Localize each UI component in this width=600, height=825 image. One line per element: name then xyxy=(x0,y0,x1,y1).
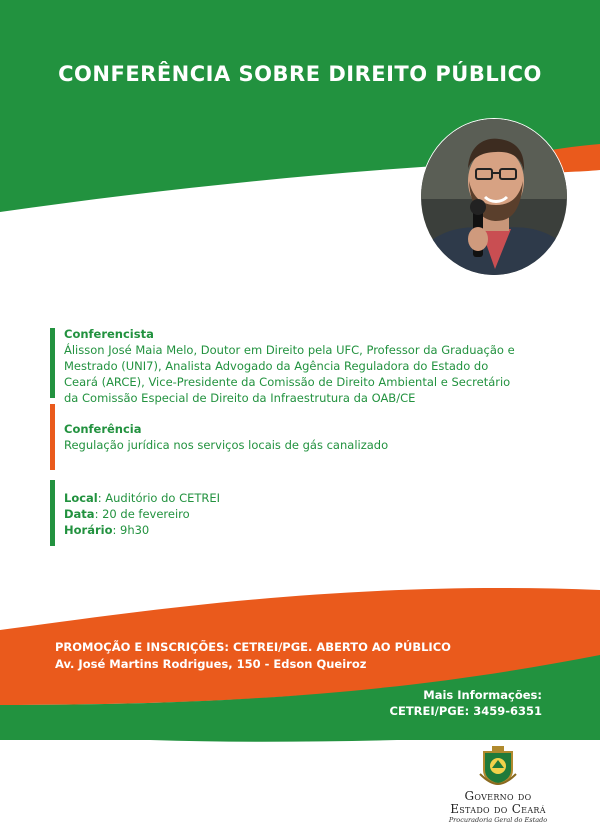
local-label: Local xyxy=(64,491,98,505)
date-line xyxy=(64,506,520,522)
speaker-section xyxy=(50,326,520,406)
logo-line3: Procuradoria Geral do Estado xyxy=(448,816,548,824)
talk-section xyxy=(50,421,520,453)
phone-text: CETREI/PGE: 3459-6351 xyxy=(389,704,542,718)
contact-block xyxy=(390,687,542,719)
details-section xyxy=(50,490,520,538)
speaker-photo xyxy=(420,118,568,276)
state-seal-icon xyxy=(478,744,518,786)
talk-title: Regulação jurídica nos serviços locais de gás canalizado xyxy=(64,438,389,452)
logo-line2: Estado do Ceará xyxy=(450,802,546,816)
logo-line1: Governo do xyxy=(464,789,532,803)
speaker-label: Conferencista xyxy=(64,327,154,341)
time-label: Horário xyxy=(64,523,113,537)
talk-label: Conferência xyxy=(64,422,142,436)
time-value: : 9h30 xyxy=(112,523,150,537)
government-logo xyxy=(438,744,558,824)
promo-block xyxy=(55,639,451,673)
time-line xyxy=(64,522,520,538)
date-value: : 20 de fevereiro xyxy=(94,507,190,521)
more-info-label: Mais Informações: xyxy=(423,688,542,702)
local-line xyxy=(64,490,520,506)
page-title: CONFERÊNCIA SOBRE DIREITO PÚBLICO xyxy=(58,62,542,86)
address-text: Av. José Martins Rodrigues, 150 - Edson Queiroz xyxy=(55,657,367,671)
promo-text: PROMOÇÃO E INSCRIÇÕES: CETREI/PGE. ABERTO AO PÚBLICO xyxy=(55,640,451,654)
date-label: Data xyxy=(64,507,95,521)
local-value: : Auditório do CETREI xyxy=(97,491,221,505)
speaker-description: Álisson José Maia Melo, Doutor em Direito pela UFC, Professor da Graduação e Mestrado (UNI7), Analista Advogado da Agência Reguladora do Estado do Ceará (ARCE), Vice-Presidente da Comissão de Direito Ambiental e Secretário da Comissão Especial de Direito da Infraestrutura da OAB/CE xyxy=(64,343,515,405)
